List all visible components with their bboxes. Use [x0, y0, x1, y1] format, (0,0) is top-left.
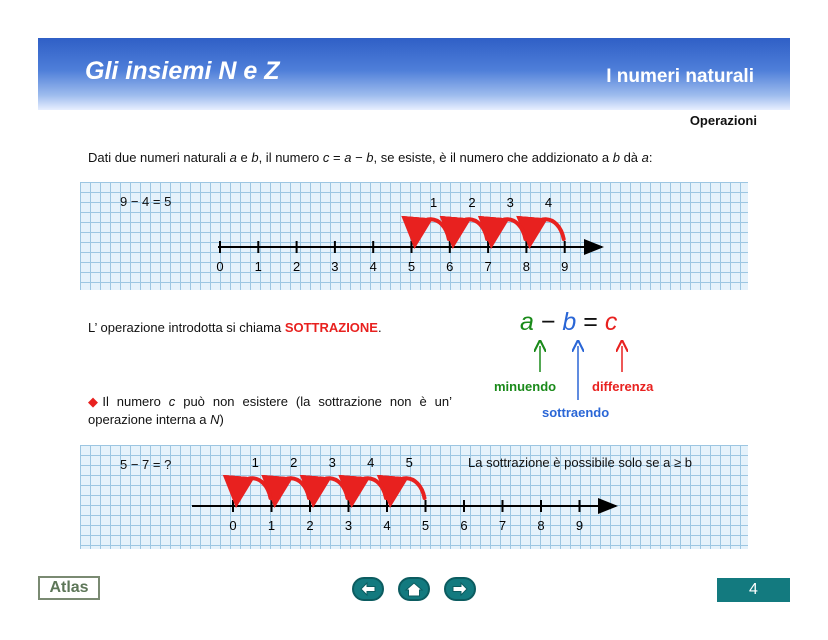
tick-label: 2: [292, 259, 301, 274]
jump-arc: [416, 219, 449, 239]
next-button[interactable]: [444, 577, 476, 601]
tick-label: 8: [522, 259, 531, 274]
tick-label: 5: [407, 259, 416, 274]
equation-1: 9 − 4 = 5: [120, 194, 172, 209]
page-number: 4: [717, 578, 790, 602]
equation-2: 5 − 7 = ?: [120, 457, 172, 472]
minuendo-label: minuendo: [494, 379, 557, 394]
tick-label: 0: [216, 259, 224, 274]
arrow-left-icon: [354, 579, 382, 599]
tick-label: 7: [484, 259, 492, 274]
slide-subtitle: I numeri naturali: [606, 66, 754, 87]
jump-arc: [492, 219, 525, 239]
formula-b: b: [562, 308, 577, 336]
jump-arc: [276, 478, 310, 498]
prev-button[interactable]: [352, 577, 384, 601]
tick-label: 6: [446, 259, 454, 274]
formula-a: a: [520, 308, 534, 336]
tick-label: 8: [537, 518, 545, 533]
jump-label: 2: [290, 455, 298, 470]
subtraction-sentence: L’ operazione introdotta si chiama SOTTRAZIONE.: [88, 320, 382, 335]
slide-title: Gli insiemi N e Z: [85, 57, 280, 85]
number-line-panel-1: [80, 182, 748, 290]
jump-arc: [353, 478, 387, 498]
tick-label: 0: [229, 518, 237, 533]
tick-label: 3: [331, 259, 339, 274]
jump-arc: [454, 219, 487, 239]
jump-label: 5: [405, 455, 413, 470]
tick-label: 1: [254, 259, 262, 274]
tick-label: 2: [306, 518, 314, 533]
definition-text: Dati due numeri naturali a e b, il numero c = a − b, se esiste, è il numero che addizionato a b dà a:: [88, 150, 653, 165]
bullet-note: ◆Il numero c può non esistere (la sottrazione non è un’ operazione interna a N): [88, 394, 452, 427]
sottraendo-label: sottraendo: [542, 405, 610, 420]
jump-arc: [237, 478, 271, 498]
subtraction-condition: La sottrazione è possibile solo se a ≥ b: [468, 455, 692, 470]
jump-label: 2: [468, 195, 476, 210]
formula-c: c: [604, 308, 618, 336]
formula: [520, 308, 617, 337]
jump-label: 3: [506, 195, 514, 210]
jump-arc: [530, 219, 563, 239]
number-line-2: [80, 445, 748, 549]
jump-label: 4: [544, 195, 553, 210]
jump-label: 1: [251, 455, 259, 470]
section-label: Operazioni: [689, 113, 757, 128]
tick-label: 5: [421, 518, 430, 533]
number-line-panel-2: [80, 445, 748, 549]
number-line-1: [80, 182, 748, 290]
jump-label: 3: [328, 455, 336, 470]
jump-label: 1: [430, 195, 438, 210]
tick-label: 1: [267, 518, 276, 533]
slide-header: [38, 38, 790, 110]
home-icon: [400, 579, 428, 599]
differenza-label: differenza: [592, 379, 654, 394]
tick-label: 7: [498, 518, 507, 533]
jump-arc: [391, 478, 425, 498]
tick-label: 9: [575, 518, 584, 533]
tick-label: 4: [383, 518, 391, 533]
atlas-logo: Atlas: [38, 576, 100, 600]
arrow-right-icon: [446, 579, 474, 599]
formula-arrows: [520, 338, 640, 404]
bullet-diamond-icon: ◆: [88, 394, 103, 409]
jump-arc: [314, 478, 348, 498]
subtraction-name: SOTTRAZIONE: [284, 320, 378, 335]
tick-label: 9: [561, 259, 569, 274]
home-button[interactable]: [398, 577, 430, 601]
formula-minus: −: [540, 308, 556, 336]
formula-eq: =: [583, 308, 598, 336]
tick-label: 6: [460, 518, 468, 533]
tick-label: 4: [369, 259, 377, 274]
jump-label: 4: [367, 455, 375, 470]
tick-label: 3: [344, 518, 353, 533]
